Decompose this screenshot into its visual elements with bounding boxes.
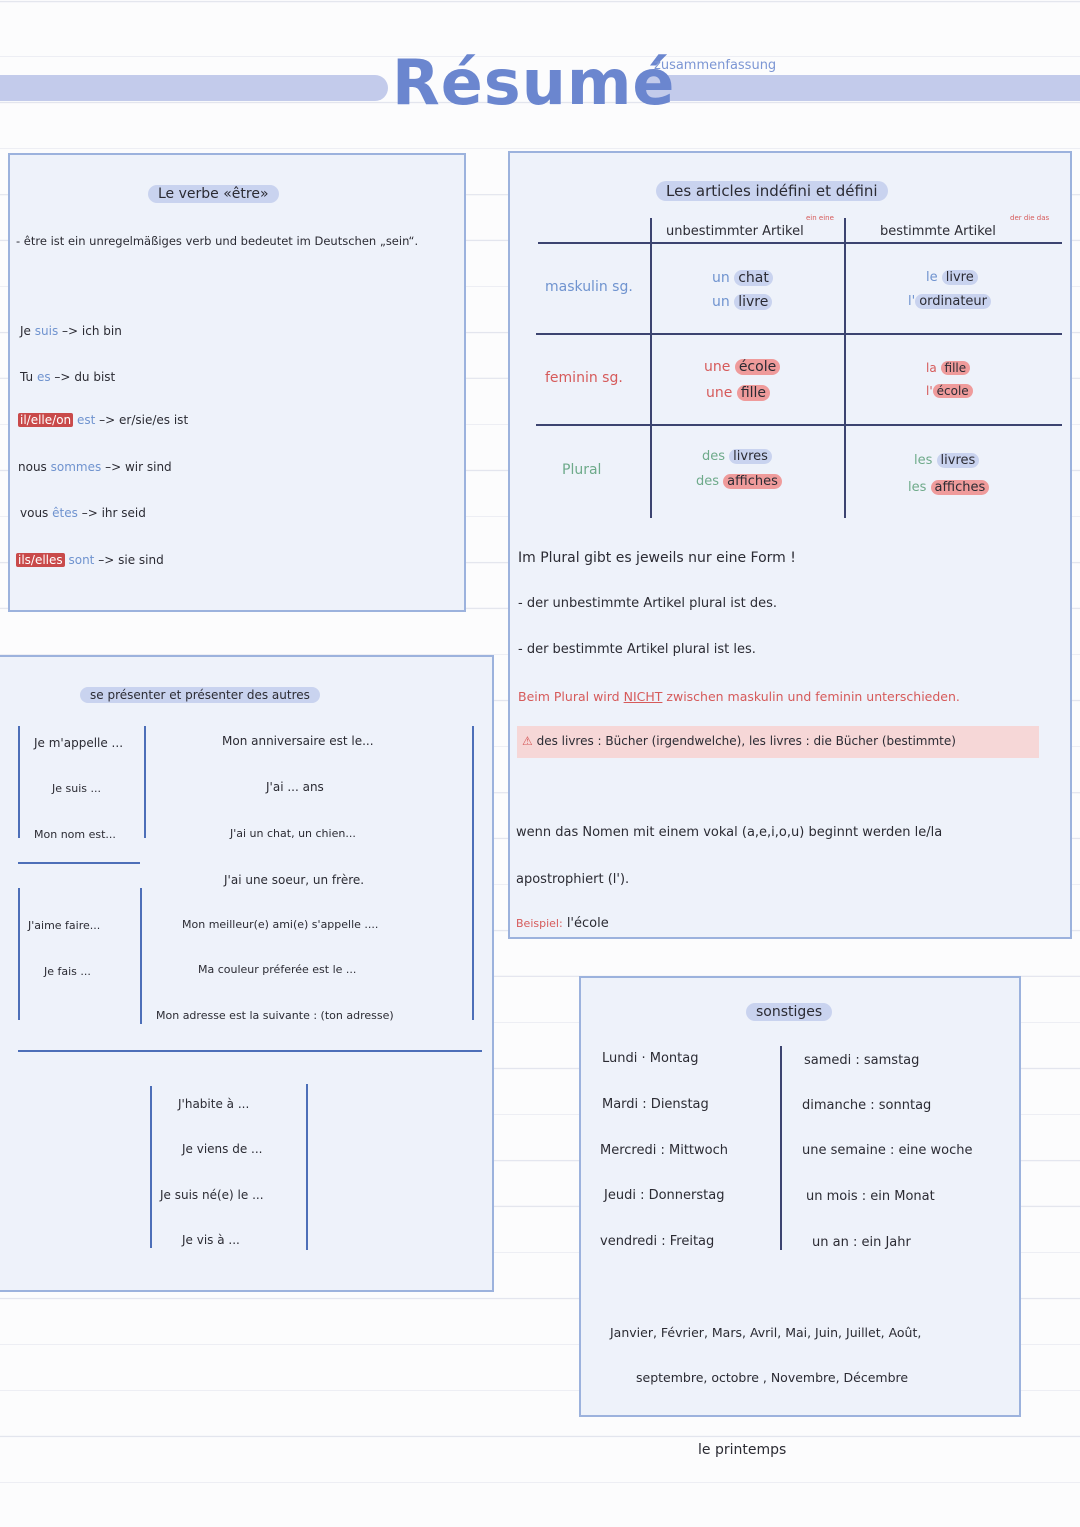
- cell-plu-def-2: les affiches: [908, 480, 989, 495]
- articles-note-2: - der unbestimmte Artikel plural ist des.: [518, 596, 777, 611]
- cell-plu-def-1: les livres: [914, 453, 979, 468]
- cell-fem-indef-2: une fille: [706, 385, 770, 401]
- col-def-header: bestimmte Artikel: [880, 224, 996, 239]
- warning-icon: ⚠: [522, 734, 533, 748]
- presenter-line-separator: [18, 862, 140, 864]
- weekday-left-4: Jeudi : Donnerstag: [604, 1188, 725, 1203]
- weekday-right-3: une semaine : eine woche: [802, 1143, 973, 1158]
- weekday-right-2: dimanche : sonntag: [802, 1098, 932, 1113]
- cell-plu-indef-1: des livres: [702, 449, 772, 464]
- cell-plu-indef-2: des affiches: [696, 474, 782, 489]
- presenter-right-7: Mon adresse est la suivante : (ton adresse): [156, 1009, 394, 1022]
- cell-fem-indef-1: une école: [704, 359, 780, 375]
- col-indef-note: ein eine: [806, 214, 834, 222]
- presenter-right-6: Ma couleur préferée est le ...: [198, 963, 357, 976]
- table-col-line-1: [650, 218, 652, 518]
- articles-note-1: Im Plural gibt es jeweils nur eine Form !: [518, 550, 796, 566]
- weekday-left-5: vendredi : Freitag: [600, 1234, 715, 1249]
- cell-fem-def-2: l' école: [926, 384, 973, 398]
- presenter-bottom-line-right: [306, 1084, 308, 1250]
- articles-note-6: apostrophiert (l').: [516, 872, 630, 887]
- articles-note-5: wenn das Nomen mit einem vokal (a,e,i,o,u) beginnt werden le/la: [516, 825, 943, 840]
- header-bar-left: [0, 75, 388, 101]
- presenter-line-left-b: [18, 888, 20, 1020]
- presenter-line-bottom: [18, 1050, 482, 1052]
- table-col-line-2: [844, 218, 846, 518]
- presenter-left-5: Je fais ...: [44, 965, 91, 978]
- col-def-note: der die das: [1010, 214, 1050, 222]
- presenter-bottom-2: Je viens de ...: [182, 1142, 263, 1156]
- etre-row-4: nous sommes –> wir sind: [18, 460, 172, 474]
- weekday-right-1: samedi : samstag: [804, 1053, 920, 1068]
- row-label-plural: Plural: [562, 462, 602, 478]
- presenter-line-mid-a: [144, 726, 146, 838]
- presenter-left-4: J'aime faire...: [28, 919, 101, 932]
- etre-heading: Le verbe «être»: [148, 185, 279, 203]
- presenter-line-left-a: [18, 726, 20, 838]
- warning-text: ⚠ des livres : Bücher (irgendwelche), les livres : die Bücher (bestimmte): [522, 734, 956, 748]
- presenter-right-1: Mon anniversaire est le...: [222, 734, 374, 748]
- table-line-row2: [536, 424, 1062, 426]
- sonstiges-divider: [780, 1046, 782, 1250]
- months-line-2: septembre, octobre , Novembre, Décembre: [636, 1370, 909, 1385]
- presenter-bottom-3: Je suis né(e) le ...: [160, 1188, 264, 1202]
- page-title: Résumé: [392, 46, 676, 119]
- weekday-right-5: un an : ein Jahr: [812, 1235, 911, 1250]
- presenter-heading: se présenter et présenter des autres: [80, 687, 320, 703]
- articles-example: Beispiel: l'école: [516, 916, 609, 931]
- presenter-right-3: J'ai un chat, un chien...: [230, 827, 356, 840]
- presenter-left-3: Mon nom est...: [34, 828, 116, 841]
- col-indef-header: unbestimmter Artikel: [666, 224, 804, 239]
- articles-note-3: - der bestimmte Artikel plural ist les.: [518, 642, 756, 657]
- weekday-right-4: un mois : ein Monat: [806, 1189, 935, 1204]
- row-label-feminin: feminin sg.: [545, 370, 623, 386]
- etre-row-5: vous êtes –> ihr seid: [20, 506, 146, 520]
- etre-row-3: il/elle/on est –> er/sie/es ist: [20, 413, 189, 427]
- header-bar-right: [638, 75, 1080, 101]
- cell-masc-indef-2: un livre: [712, 294, 772, 310]
- cell-masc-def-2: l' ordinateur: [908, 294, 991, 309]
- articles-box: [508, 151, 1072, 939]
- presenter-bottom-4: Je vis à ...: [182, 1233, 240, 1247]
- page-subtitle: zusammenfassung: [654, 58, 777, 73]
- presenter-right-5: Mon meilleur(e) ami(e) s'appelle ....: [182, 918, 379, 931]
- months-line-1: Janvier, Février, Mars, Avril, Mai, Juin, Juillet, Août,: [610, 1325, 922, 1340]
- etre-row-6: ils/elles sont –> sie sind: [18, 553, 164, 567]
- presenter-bottom-line-left: [150, 1086, 152, 1248]
- row-label-masculin: maskulin sg.: [545, 279, 633, 295]
- cell-masc-indef-1: un chat: [712, 270, 773, 286]
- weekday-left-3: Mercredi : Mittwoch: [600, 1143, 728, 1158]
- etre-intro: - être ist ein unregelmäßiges verb und bedeutet im Deutschen „sein“.: [16, 234, 419, 248]
- table-line-row1: [536, 333, 1062, 335]
- presenter-line-right: [472, 726, 474, 1020]
- weekday-left-1: Lundi · Montag: [602, 1051, 699, 1066]
- presenter-bottom-1: J'habite à ...: [178, 1097, 250, 1111]
- table-line-header: [538, 242, 1062, 244]
- cell-fem-def-1: la fille: [926, 361, 970, 375]
- presenter-line-mid-b: [140, 888, 142, 1024]
- presenter-right-4: J'ai une soeur, un frère.: [224, 873, 365, 887]
- presenter-right-2: J'ai ... ans: [266, 780, 324, 794]
- articles-heading: Les articles indéfini et défini: [656, 181, 888, 201]
- sonstiges-heading: sonstiges: [746, 1003, 832, 1021]
- season-text: le printemps: [698, 1442, 787, 1458]
- etre-row-1: Je suis –> ich bin: [20, 324, 122, 338]
- weekday-left-2: Mardi : Dienstag: [602, 1097, 709, 1112]
- presenter-left-2: Je suis ...: [52, 782, 101, 795]
- etre-row-2: Tu es –> du bist: [20, 370, 116, 384]
- presenter-left-1: Je m'appelle ...: [34, 736, 124, 750]
- articles-note-4: Beim Plural wird NICHT zwischen maskulin und feminin unterschieden.: [518, 689, 960, 704]
- cell-masc-def-1: le livre: [926, 270, 978, 285]
